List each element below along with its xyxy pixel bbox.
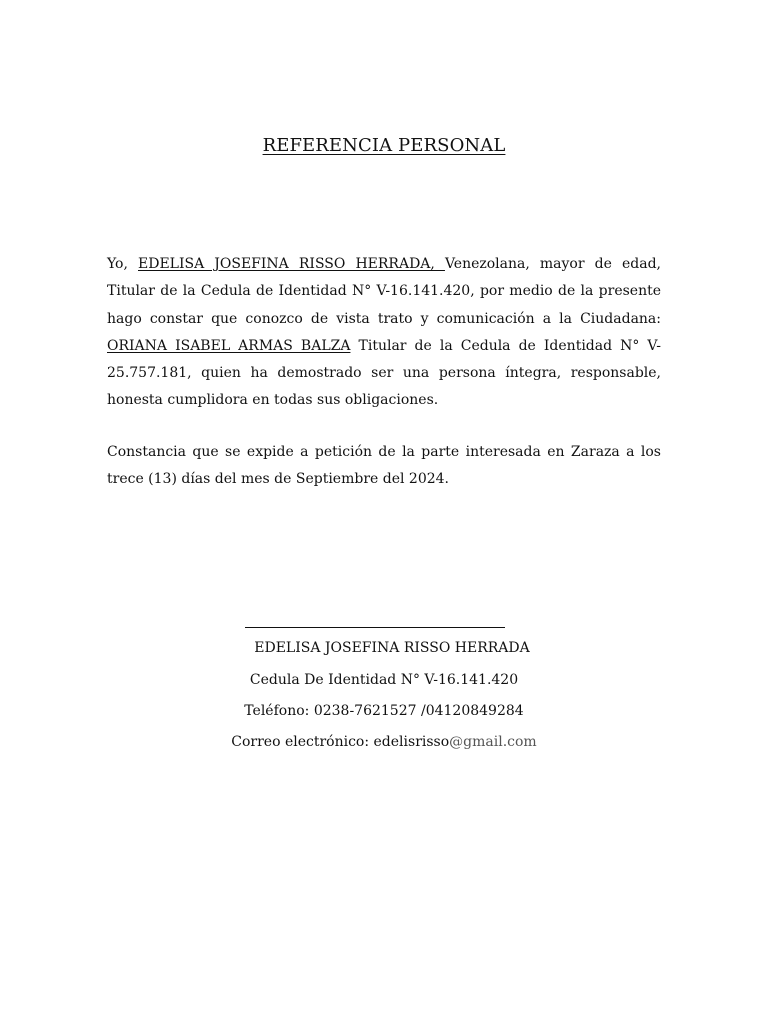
paragraph-suffix: Titular de la Cedula de Identidad N° V-25.757.181, quien ha demostrado ser una persona íntegra, responsable, honesta cumplidora en todas sus obligaciones. <box>107 337 661 409</box>
signature-id-line: Cedula De Identidad N° V-16.141.420 <box>249 672 519 688</box>
subject-name: ORIANA ISABEL ARMAS BALZA <box>107 337 351 354</box>
paragraph-prefix: Yo, <box>107 256 138 272</box>
document-title: REFERENCIA PERSONAL <box>262 135 506 156</box>
email-label: Correo electrónico: edelisrisso <box>231 734 450 750</box>
signature-name <box>0 640 768 656</box>
paragraph-middle: Venezolana, mayor de edad, Titular de la Cedula de Identidad N° V-16.141.420, por medio de la presente hago constar que conozco de vista trato y comunicación a la Ciudadana: <box>107 256 661 327</box>
signature-email-line <box>0 734 768 750</box>
email-domain: @gmail.com <box>449 734 537 750</box>
signature-phone-line: Teléfono: 0238-7621527 /04120849284 <box>244 703 524 719</box>
signature-name-text: EDELISA JOSEFINA RISSO HERRADA <box>254 640 530 656</box>
body-paragraph-1 <box>107 251 661 415</box>
body-paragraph-2: Constancia que se expide a petición de la parte interesada en Zaraza a los trece (13) días del mes de Septiembre del 2024. <box>107 444 661 488</box>
issuer-name: EDELISA JOSEFINA RISSO HERRADA, <box>138 256 445 272</box>
signature-line <box>245 627 505 628</box>
